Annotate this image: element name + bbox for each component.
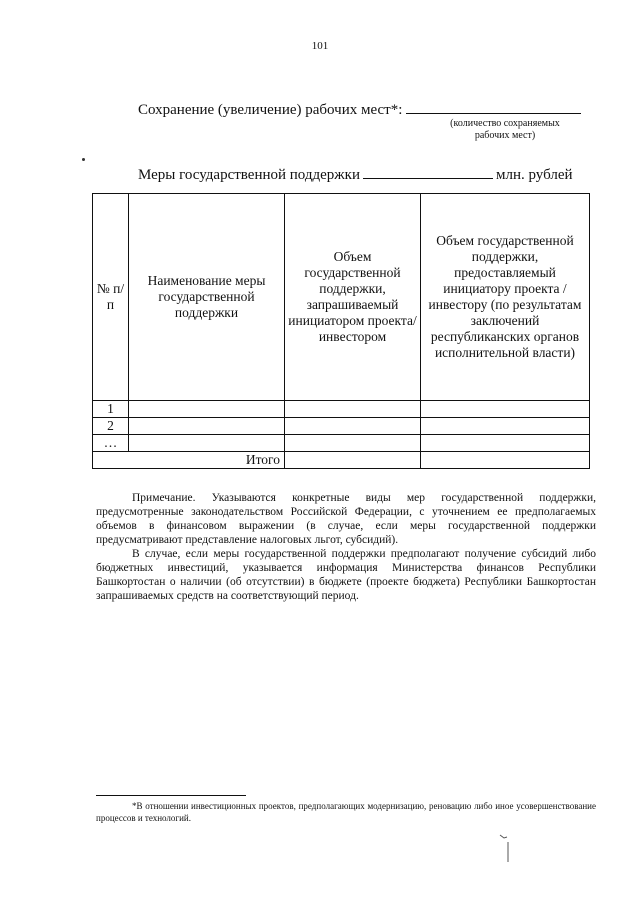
header-number: № п/п — [93, 194, 129, 401]
table-cell — [129, 435, 285, 452]
table-cell — [285, 418, 421, 435]
table-cell — [421, 401, 590, 418]
jobs-caption-line2: рабочих мест) — [474, 130, 536, 141]
table-cell — [421, 418, 590, 435]
note-paragraph-1: Примечание. Указываются конкретные виды мер государственной поддержки, предусмотренные законодательством Российской Федерации, с уточнением ее предполагаемых объемов в финансовом выражении (в случае, если меры государственной поддержки предусматривают представление налоговых льгот, субсидий). — [96, 492, 596, 546]
support-blank-field — [363, 163, 493, 179]
support-measures-table — [92, 193, 590, 469]
stray-dot-mark — [82, 158, 85, 161]
jobs-blank-field — [406, 98, 581, 114]
pen-mark-icon — [498, 832, 518, 864]
row-number: 2 — [93, 418, 129, 435]
table-cell — [285, 401, 421, 418]
jobs-caption-line1: (количество сохраняемых — [450, 118, 560, 129]
footnote: *В отношении инвестиционных проектов, предполагающих модернизацию, реновацию либо иное усовершенствование процессов и технологий. — [96, 801, 596, 823]
row-number: 1 — [93, 401, 129, 418]
table-total-row — [93, 452, 590, 469]
header-requested-volume: Объем государственной поддержки, запрашиваемый инициатором проекта/ инвестором — [285, 194, 421, 401]
total-label: Итого — [93, 452, 285, 469]
support-unit: млн. рублей — [495, 167, 573, 183]
table-row — [93, 435, 590, 452]
table-cell — [285, 452, 421, 469]
jobs-label: Сохранение (увеличение) рабочих мест*: — [138, 102, 403, 118]
table-cell — [421, 452, 590, 469]
page-number: 101 — [311, 40, 329, 52]
header-measure-name: Наименование меры государственной поддержки — [129, 194, 285, 401]
table-cell — [285, 435, 421, 452]
table-header-row — [93, 194, 590, 401]
table-row — [93, 401, 590, 418]
row-number: … — [93, 435, 129, 452]
jobs-line — [138, 98, 588, 119]
support-label: Меры государственной поддержки — [138, 167, 360, 183]
jobs-caption — [420, 118, 590, 142]
table-cell — [129, 401, 285, 418]
header-provided-volume: Объем государственной поддержки, предоставляемый инициатору проекта / инвестору (по результатам заключений республиканских органов исполнительной власти) — [421, 194, 590, 401]
table-cell — [129, 418, 285, 435]
footnote-divider — [96, 795, 246, 796]
support-line — [138, 163, 598, 184]
note-paragraph-2: В случае, если меры государственной поддержки предполагают получение субсидий либо бюджетных инвестиций, указывается информация Министерства финансов Республики Башкортостан о наличии (об отсутствии) в бюджете (проекте бюджета) Республики Башкортостан запрашиваемых средств на соответствующий период. — [96, 548, 596, 602]
note-block — [96, 491, 596, 603]
table-row — [93, 418, 590, 435]
table-cell — [421, 435, 590, 452]
